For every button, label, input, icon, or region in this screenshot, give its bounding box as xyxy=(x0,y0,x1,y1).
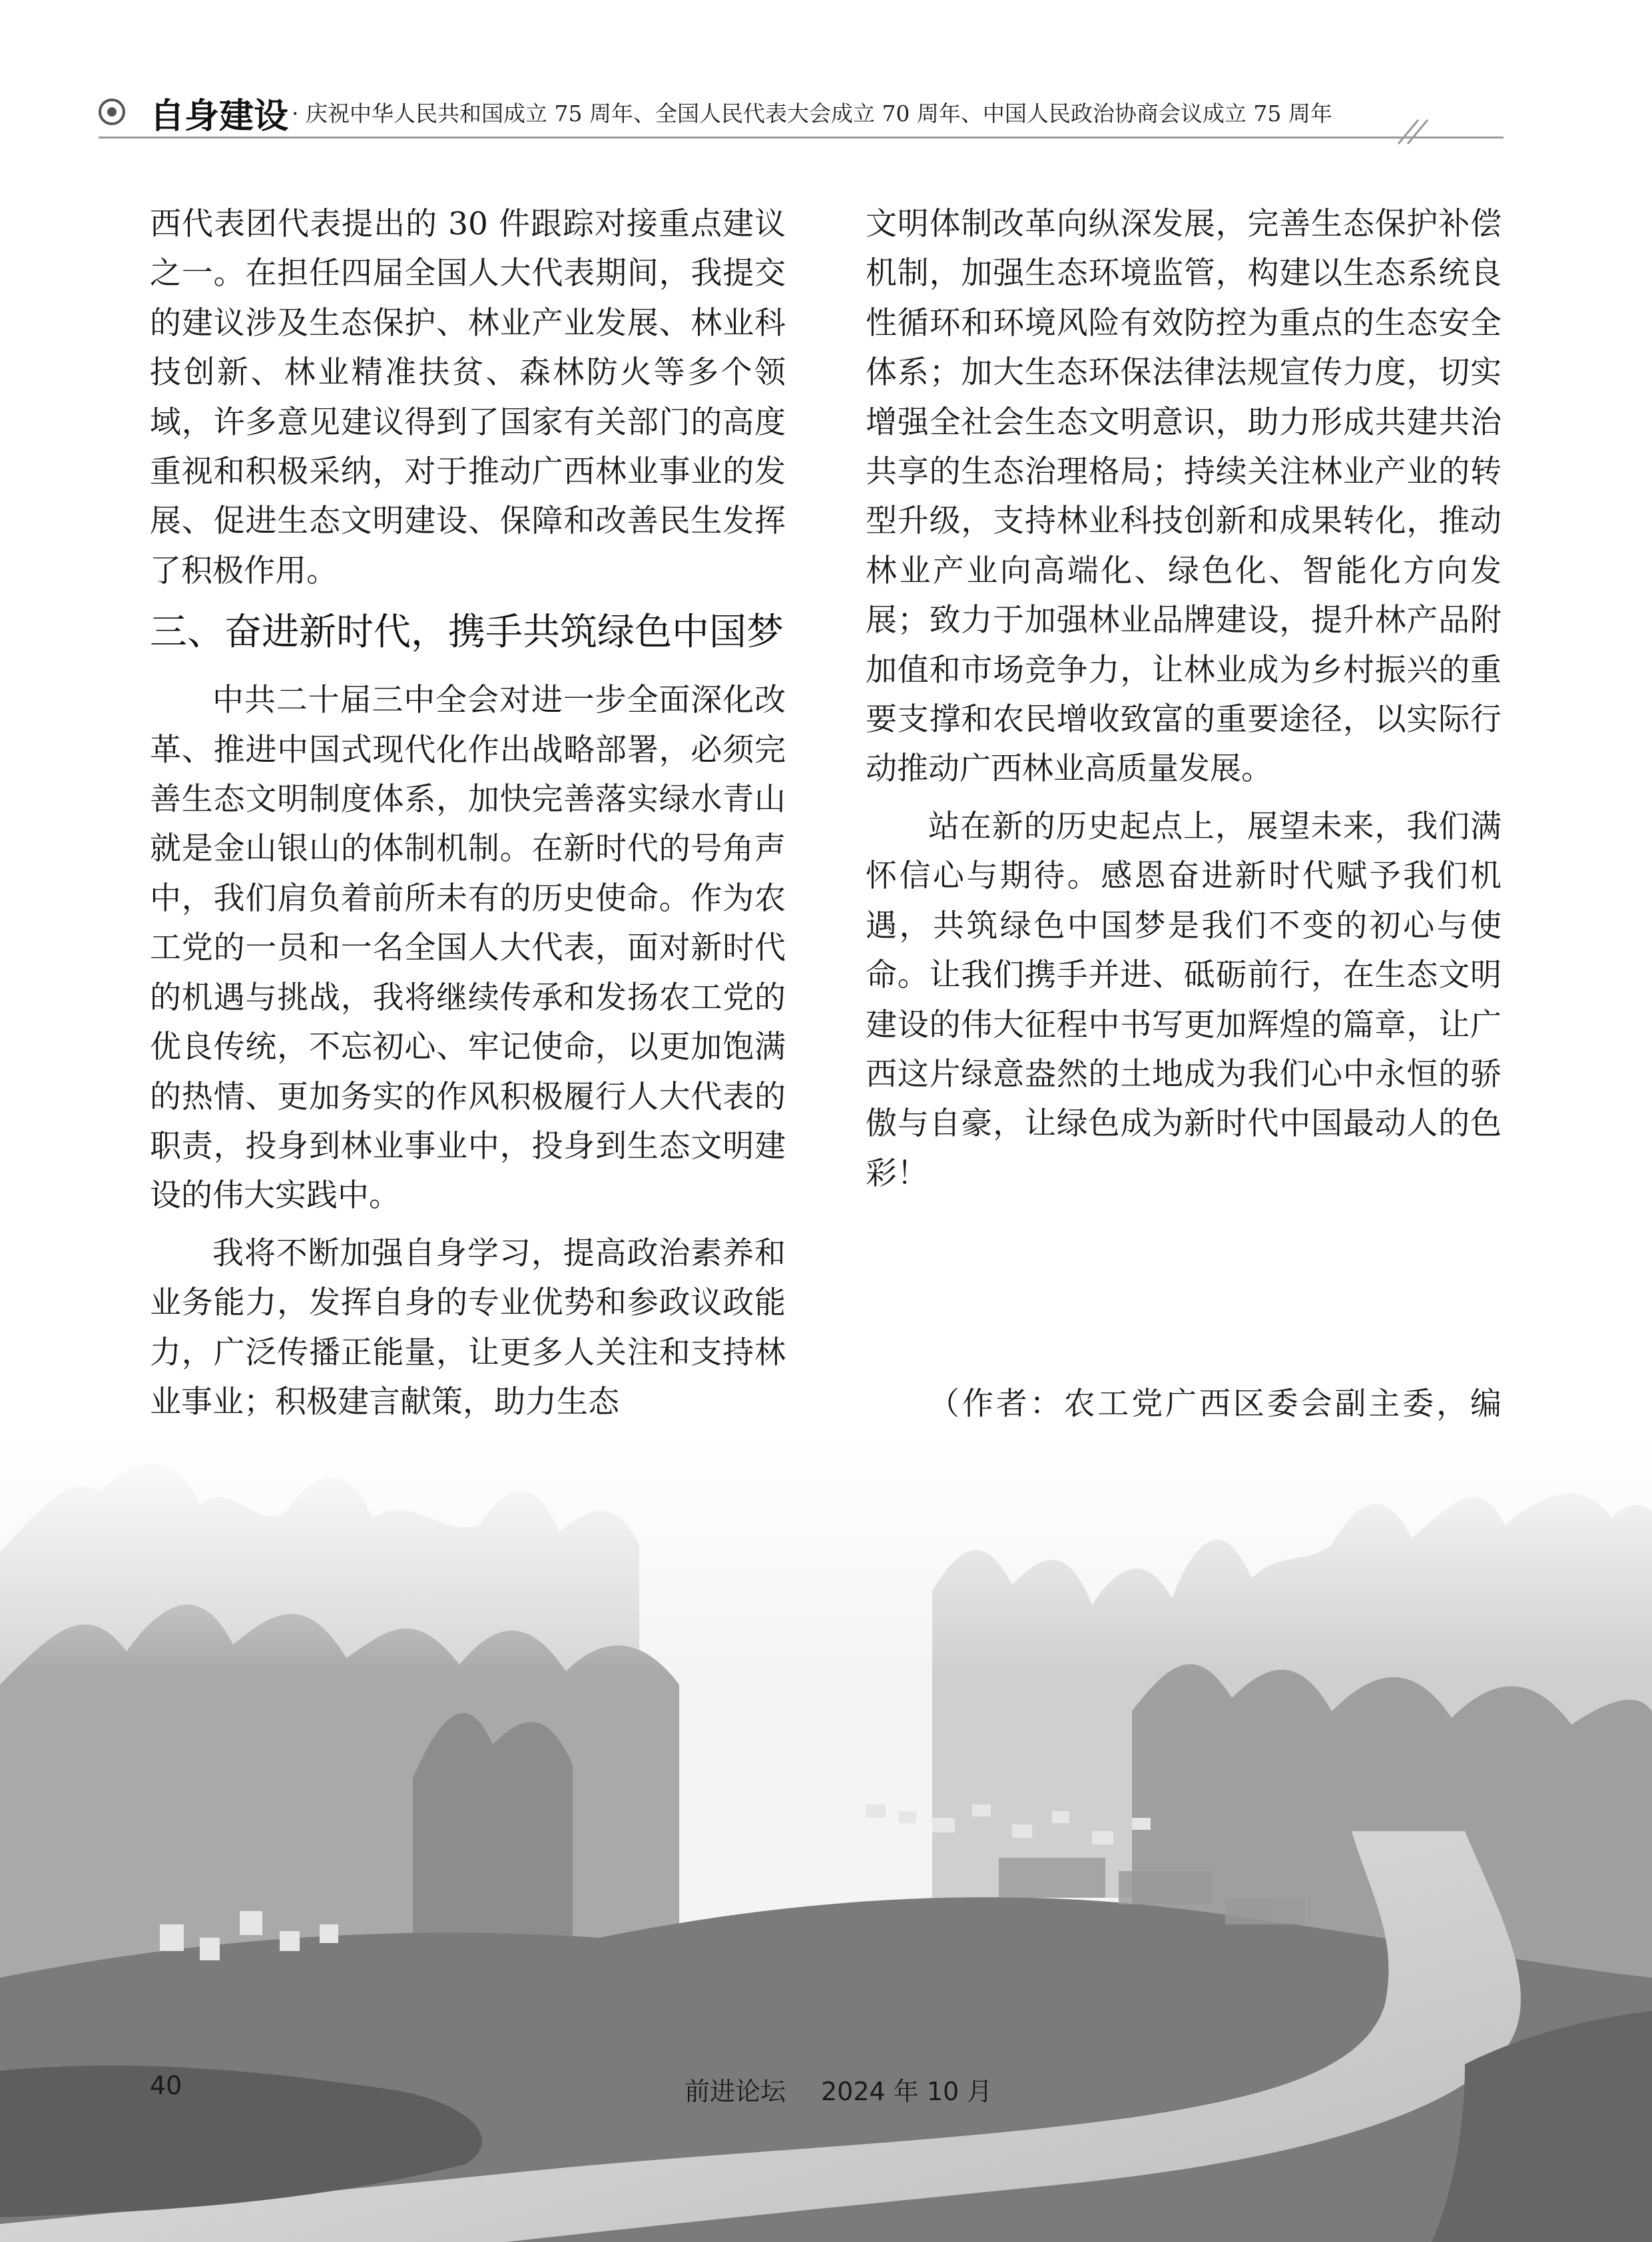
section-heading: 三、奋进新时代，携手共筑绿色中国梦 xyxy=(150,611,784,655)
paragraph: 站在新的历史起点上，展望未来，我们满怀信心与期待。感恩奋进新时代赋予我们机遇，共筑绿色中国梦是我们不变的初心与使命。让我们携手并进、砥砺前行，在生态文明建设的伟大征程中书写更加辉煌的篇章，让广西这片绿意盎然的土地成为我们心中永恒的骄傲与自豪，让绿色成为新时代中国最动人的色彩！ xyxy=(866,808,1502,1192)
page-footer xyxy=(0,2058,1652,2111)
paragraph: 文明体制改革向纵深发展，完善生态保护补偿机制，加强生态环境监管，构建以生态系统良性循环和环境风险有效防控为重点的生态安全体系；加大生态环保法律法规宣传力度，切实增强全社会生态文明意识，助力形成共建共治共享的生态治理格局；持续关注林业产业的转型升级，支持林业科技创新和成果转化，推动林业产业向高端化、绿色化、智能化方向发展；致力于加强林业品牌建设，提升林产品附加值和市场竞争力，让林业成为乡村振兴的重要支撑和农民增收致富的重要途径，以实际行动推动广西林业高质量发展。 xyxy=(866,206,1502,788)
paragraph: 西代表团代表提出的 30 件跟踪对接重点建议之一。在担任四届全国人大代表期间，我提交的建议涉及生态保护、林业产业发展、林业科技创新、林业精准扶贫、森林防火等多个领域，许多意见建议得到了国家有关部门的高度重视和积极采纳，对于推动广西林业事业的发展、促进生态文明建设、保障和改善民生发挥了积极作用。 xyxy=(150,206,786,589)
left-column xyxy=(150,200,786,1427)
header-title: · 庆祝中华人民共和国成立 75 周年、全国人民代表大会成立 70 周年、中国人民政治协商会议成立 75 周年 xyxy=(292,101,1332,127)
header-rule xyxy=(99,137,1504,139)
right-column xyxy=(866,200,1502,1199)
paragraph: 中共二十届三中全会对进一步全面深化改革、推进中国式现代化作出战略部署，必须完善生态文明制度体系，加快完善落实绿水青山就是金山银山的体制机制。在新时代的号角声中，我们肩负着前所未有的历史使命。作为农工党的一员和一名全国人大代表，面对新时代的机遇与挑战，我将继续传承和发扬农工党的优良传统，不忘初心、牢记使命，以更加饱满的热情、更加务实的作风积极履行人大代表的职责，投身到林业事业中，投身到生态文明建设的伟大实践中。 xyxy=(150,682,786,1215)
issue-date: 2024 年 10 月 xyxy=(821,2077,993,2106)
section-bullet-icon xyxy=(99,99,125,125)
section-name: 自身建设 xyxy=(150,97,289,137)
page-header xyxy=(0,0,1652,173)
author-note: （作者：农工党广西区委会副主委，编 xyxy=(928,1386,1502,1422)
journal-name: 前进论坛 xyxy=(685,2077,786,2106)
page-number: 40 xyxy=(150,2071,182,2100)
paragraph: 我将不断加强自身学习，提高政治素养和业务能力，发挥自身的专业优势和参政议政能力，广泛传播正能量，让更多人关注和支持林业事业；积极建言献策，助力生态 xyxy=(150,1235,786,1420)
karst-landscape-photo xyxy=(0,1432,1652,2242)
header-slash-decoration xyxy=(1392,119,1432,145)
